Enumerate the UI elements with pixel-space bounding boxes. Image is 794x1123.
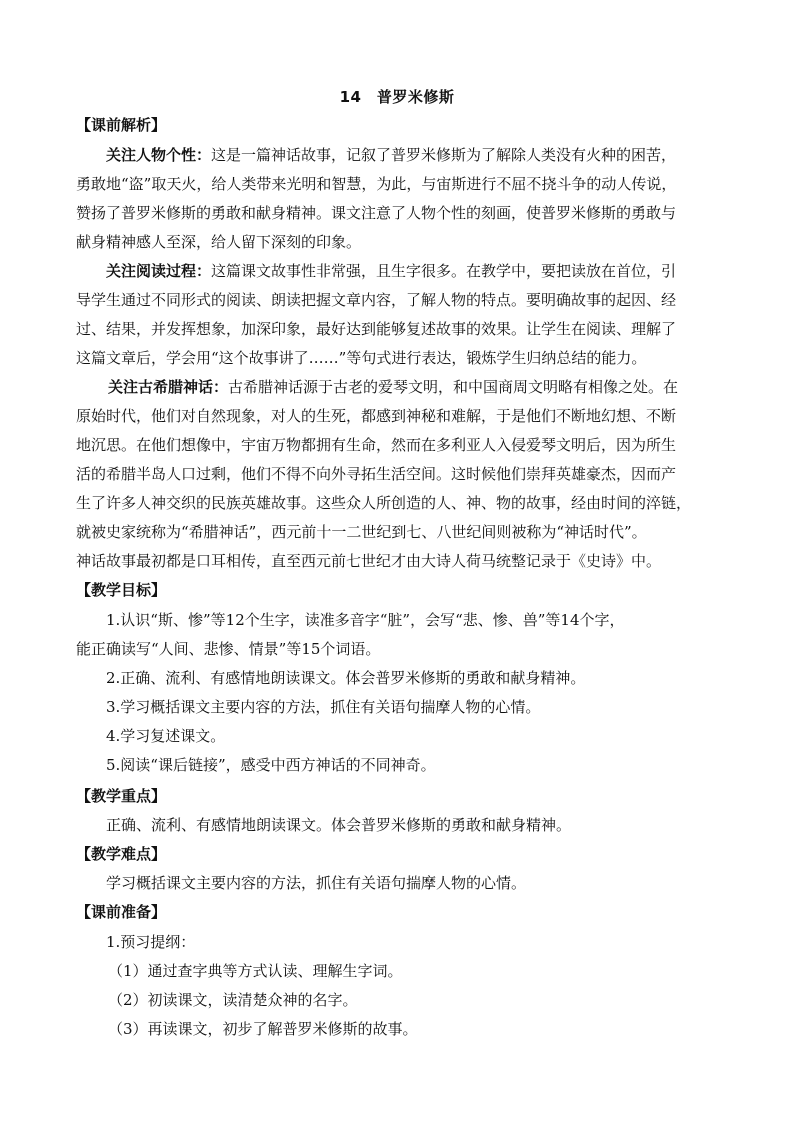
analysis-p2-line4: 这篇文章后，学会用“这个故事讲了……”等句式进行表达，锻炼学生归纳总结的能力。 [76,349,647,367]
analysis-p3-line3: 地沉思。在他们想像中，宇宙万物都拥有生命，然而在多利亚人入侵爱琴文明后，因为所生 [76,436,677,454]
analysis-p1-line2: 勇敢地“盗”取天火，给人类带来光明和智慧，为此，与宙斯进行不屈不挠斗争的动人传说， [76,175,677,193]
analysis-p3-line5: 生了许多人神交织的民族英雄故事。这些众人所创造的人、神、物的故事，经由时间的淬链， [76,494,692,512]
analysis-p1-line1 [106,144,756,166]
analysis-p2-line2: 导学生通过不同形式的阅读、朗读把握文章内容，了解人物的特点。要明确故事的起因、经 [76,291,677,309]
prep-item-1: 1.预习提纲： [106,933,196,951]
prep-sub-2: （2）初读课文，读清楚众神的名字。 [108,991,358,1009]
analysis-p1-lead: 关注人物个性： [106,146,212,164]
lesson-title: 14 普罗米修斯 [339,88,455,106]
analysis-heading: 【课前解析】 [76,116,167,134]
analysis-p3-line6: 就被史家统称为“希腊神话”，西元前十一二世纪到七、八世纪间则被称为“神话时代”。 [76,523,647,541]
goal-2: 2.正确、流利、有感情地朗读课文。体会普罗米修斯的勇敢和献身精神。 [106,669,586,687]
key-text: 正确、流利、有感情地朗读课文。体会普罗米修斯的勇敢和献身精神。 [106,816,572,834]
analysis-p2-text1: 这篇课文故事性非常强，且生字很多。在教学中，要把读放在首位，引 [211,262,677,280]
analysis-p1-line3: 赞扬了普罗米修斯的勇敢和献身精神。课文注意了人物个性的刻画，使普罗米修斯的勇敢与 [76,204,677,222]
goal-1-line1: 1.认识“斯、惨”等12个生字，读准多音字“脏”，会写“悲、惨、兽”等14个字， [106,611,625,629]
analysis-p1-line4: 献身精神感人至深，给人留下深刻的印象。 [76,233,362,251]
prep-heading: 【课前准备】 [76,903,167,921]
analysis-p3-line4: 活的希腊半岛人口过剩，他们不得不向外寻拓生活空间。这时候他们崇拜英雄豪杰，因而产 [76,465,677,483]
goal-4: 4.学习复述课文。 [106,727,226,745]
goals-heading: 【教学目标】 [76,581,167,599]
analysis-p2-lead: 关注阅读过程： [106,262,212,280]
key-heading: 【教学重点】 [76,787,167,805]
prep-sub-3: （3）再读课文，初步了解普罗米修斯的故事。 [108,1020,418,1038]
analysis-p3-line7: 神话故事最初都是口耳相传，直至西元前七世纪才由大诗人荷马统整记录于《史诗》中。 [76,552,662,570]
goal-3: 3.学习概括课文主要内容的方法，抓住有关语句揣摩人物的心情。 [106,698,541,716]
difficulty-heading: 【教学难点】 [76,845,167,863]
goal-5: 5.阅读“课后链接”，感受中西方神话的不同神奇。 [106,756,436,774]
analysis-p3-text1: 古希腊神话源于古老的爱琴文明，和中国商周文明略有相像之处。在 [228,378,679,396]
difficulty-text: 学习概括课文主要内容的方法，抓住有关语句揣摩人物的心情。 [106,874,527,892]
analysis-p3-line1 [108,376,758,398]
prep-sub-1: （1）通过查字典等方式认读、理解生字词。 [108,962,403,980]
analysis-p2-line1 [106,260,756,282]
analysis-p3-lead: 关注古希腊神话： [108,378,229,396]
analysis-p3-line2: 原始时代，他们对自然现象，对人的生死，都感到神秘和难解，于是他们不断地幻想、不断 [76,407,677,425]
analysis-p2-line3: 过、结果，并发挥想象，加深印象，最好达到能够复述故事的效果。让学生在阅读、理解了 [76,320,677,338]
analysis-p1-text1: 这是一篇神话故事，记叙了普罗米修斯为了解除人类没有火种的困苦， [211,146,677,164]
goal-1-line2: 能正确读写“人间、悲惨、情景”等15个词语。 [76,640,381,658]
